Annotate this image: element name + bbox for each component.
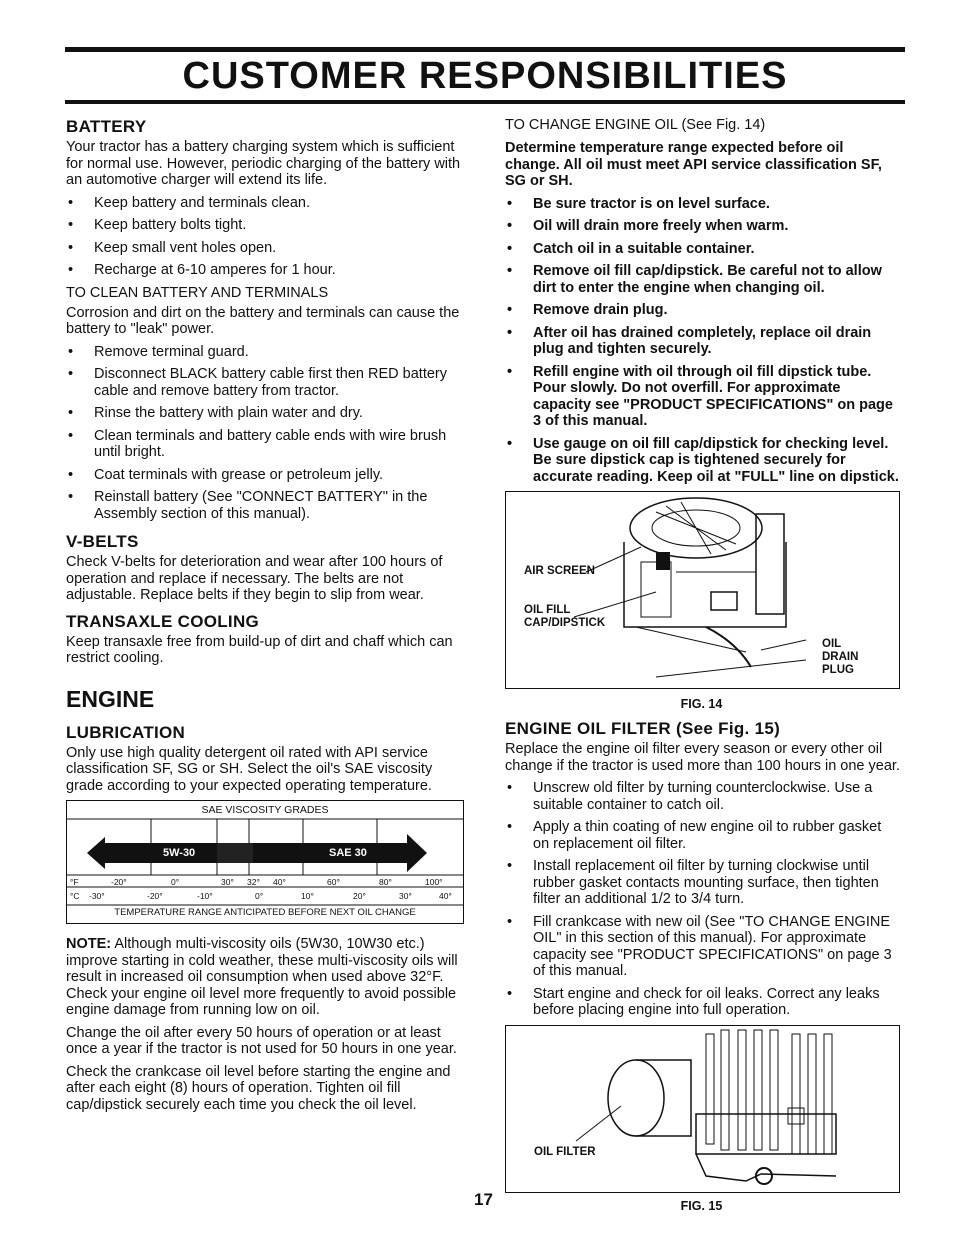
check-paragraph: Check the crankcase oil level before starting the engine and after each eight (8) hours of operation. Tighten oil fill cap/dipstick securely each time you check the oil level. [66, 1063, 451, 1113]
title-rule-bottom [65, 100, 905, 104]
list-item: • Start engine and check for oil leaks. Correct any leaks before placing engine into full operation. [507, 985, 880, 1018]
list-item: • Rinse the battery with plain water and dry. [68, 405, 363, 421]
f-unit: °F [70, 877, 79, 887]
list-item: • Oil will drain more freely when warm. [507, 218, 789, 234]
f-tick: 30° [221, 877, 234, 887]
label-oil: OIL [822, 638, 842, 650]
list-item: • Unscrew old filter by turning counterclockwise. Use a suitable container to catch oil. [507, 780, 873, 813]
list-item: • Install replacement oil filter by turning clockwise until rubber gasket contacts mounting surface, then tighten filter an additional 1/2 to 3/4 turn. [507, 858, 879, 907]
c-tick: -20° [147, 891, 163, 901]
clean-intro: Corrosion and dirt on the battery and terminals can cause the battery to "leak" power. [66, 304, 460, 337]
filter-list [505, 780, 900, 1019]
fig14-illustration [505, 491, 900, 689]
viscosity-chart-title: SAE VISCOSITY GRADES [201, 804, 329, 816]
fig15-caption: FIG. 15 [680, 1198, 723, 1213]
vbelts-heading: V-BELTS [66, 532, 139, 551]
engine-heading: ENGINE [66, 685, 155, 712]
c-tick: 10° [301, 891, 314, 901]
filter-heading: ENGINE OIL FILTER (See Fig. 15) [505, 719, 781, 738]
f-tick: 100° [425, 877, 443, 887]
right-column [505, 117, 900, 1213]
transaxle-heading: TRANSAXLE COOLING [66, 611, 260, 631]
list-item: • Be sure tractor is on level surface. [507, 195, 770, 212]
clean-list [66, 344, 464, 523]
label-air-screen: AIR SCREEN [524, 565, 595, 577]
viscosity-chart-graphic [67, 801, 463, 921]
list-item: • After oil has drained completely, replace oil drain plug and tighten securely. [507, 324, 872, 357]
lubrication-text: Only use high quality detergent oil rated with API service classification SF, SG or SH. Select the oil's SAE viscosity grade according to your expected operating temperature. [66, 744, 433, 794]
f-tick: 0° [171, 877, 180, 887]
c-tick: -30° [89, 891, 105, 901]
list-item: • Reinstall battery (See "CONNECT BATTERY" in the Assembly section of this manual). [68, 489, 428, 522]
f-tick: 60° [327, 877, 340, 887]
vbelts-text: Check V-belts for deterioration and wear after 100 hours of operation and replace if necessary. The belts are not adjustable. Replace belts if they begin to slip from wear. [66, 554, 443, 603]
page-title: CUSTOMER RESPONSIBILITIES [182, 55, 788, 97]
change-paragraph: Change the oil after every 50 hours of operation or at least once a year if the tractor is not used for 50 hours in one year. [66, 1024, 457, 1057]
c-tick: -10° [197, 891, 213, 901]
list-item: • Disconnect BLACK battery cable first then RED battery cable and remove battery from tractor. [68, 366, 447, 399]
c-tick: 40° [439, 891, 452, 901]
list-item: • Remove oil fill cap/dipstick. Be careful not to allow dirt to enter the engine when changing oil. [507, 263, 882, 296]
change-oil-heading: TO CHANGE ENGINE OIL (See Fig. 14) [505, 117, 766, 133]
f-tick: 80° [379, 877, 392, 887]
label-cap-dipstick: CAP/DIPSTICK [524, 617, 606, 629]
label-oil-fill: OIL FILL [524, 604, 571, 616]
c-unit: °C [70, 891, 80, 901]
left-column [66, 117, 464, 1119]
f-tick: 40° [273, 877, 286, 887]
list-item: • Catch oil in a suitable container. [507, 240, 755, 257]
battery-intro: Your tractor has a battery charging system which is sufficient for normal use. However, periodic charging of the battery with an automotive charger will extend its life. [66, 139, 461, 188]
change-oil-intro: Determine temperature range expected before oil change. All oil must meet API service classification SF, SG or SH. [505, 140, 882, 189]
f-tick: 32° [247, 877, 260, 887]
battery-heading: BATTERY [66, 117, 147, 136]
list-item: • Use gauge on oil fill cap/dipstick for checking level. Be sure dipstick cap is tightened securely for accurate reading. Keep oil at "FULL" line on dipstick. [507, 435, 899, 485]
label-drain: DRAIN [822, 651, 859, 663]
list-item: • Keep battery bolts tight. [68, 217, 247, 233]
title-rule-top [65, 47, 905, 52]
list-item: • Remove drain plug. [507, 302, 668, 318]
fig14-caption: FIG. 14 [680, 697, 723, 711]
list-item: • Keep battery and terminals clean. [68, 194, 311, 211]
page-number: 17 [474, 1190, 493, 1209]
viscosity-chart-footer: TEMPERATURE RANGE ANTICIPATED BEFORE NEXT OIL CHANGE [114, 907, 416, 918]
list-item: • Refill engine with oil through oil fill dipstick tube. Pour slowly. Do not overfill. For approximate capacity see "PRODUCT SPECIFICATIONS" on page 3 of this manual. [507, 363, 893, 429]
list-item: • Recharge at 6-10 amperes for 1 hour. [68, 262, 336, 278]
list-item: • Clean terminals and battery cable ends with wire brush until bright. [68, 427, 447, 460]
lubrication-heading: LUBRICATION [66, 722, 186, 742]
grade-label-sae30: SAE 30 [329, 847, 367, 859]
oil-filter-drawing [506, 1026, 899, 1192]
f-tick: -20° [111, 877, 127, 887]
note-paragraph [66, 936, 464, 1019]
label-plug: PLUG [822, 664, 854, 676]
fig15-illustration [505, 1025, 900, 1193]
c-tick: 0° [255, 891, 264, 901]
filter-intro: Replace the engine oil filter every season or every other oil change if the tractor is used more than 100 hours in one year. [505, 741, 900, 774]
list-item: • Remove terminal guard. [68, 343, 249, 360]
list-item: • Fill crankcase with new oil (See "TO CHANGE ENGINE OIL" in this section of this manual). For approximate capacity see "PRODUCT SPECIFICATIONS" on page 3 of this manual. [507, 913, 892, 979]
viscosity-chart [66, 800, 464, 924]
change-oil-list [505, 196, 900, 486]
battery-list [66, 195, 464, 279]
note-label: NOTE: [66, 936, 112, 952]
label-oil-filter: OIL FILTER [534, 1145, 596, 1158]
clean-heading: TO CLEAN BATTERY AND TERMINALS [66, 284, 329, 301]
note-text: Although multi-viscosity oils (5W30, 10W30 etc.) improve starting in cold weather, these multi-viscosity oils will result in increased oil consumption when used above 32°F. Check your engine oil level more frequently to avoid possible engine damage from running low on oil. [66, 936, 458, 1018]
list-item: • Coat terminals with grease or petroleum jelly. [68, 466, 384, 483]
c-tick: 20° [353, 891, 366, 901]
list-item: • Apply a thin coating of new engine oil to rubber gasket on replacement oil filter. [507, 819, 882, 852]
transaxle-text: Keep transaxle free from build-up of dirt and chaff which can restrict cooling. [66, 633, 453, 666]
c-tick: 30° [399, 891, 412, 901]
list-item: • Keep small vent holes open. [68, 239, 277, 256]
grade-label-5w30: 5W-30 [163, 847, 196, 859]
